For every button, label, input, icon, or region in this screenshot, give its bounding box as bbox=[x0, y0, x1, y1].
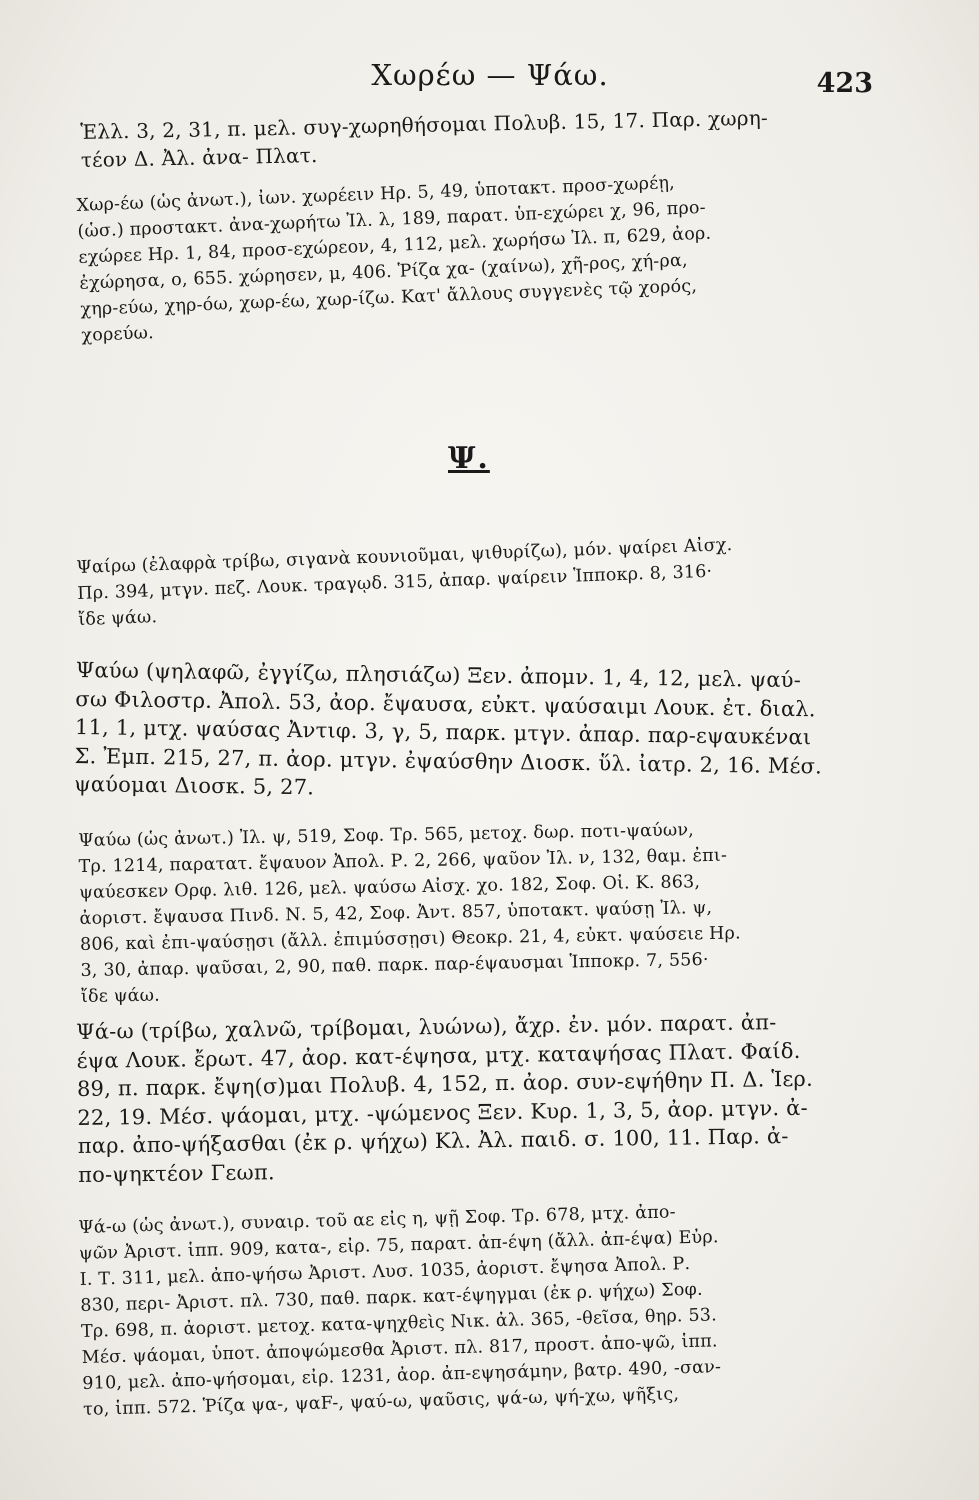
section-letter: Ψ. bbox=[448, 441, 490, 476]
running-head: Χωρέω — Ψάω. bbox=[371, 58, 609, 92]
page-number: 423 bbox=[816, 68, 873, 99]
entry-continuation: Ἑλλ. 3, 2, 31, π. μελ. συγ-χωρηθήσομαι Πολυβ. 15, 17. Παρ. χωρη- τέον Δ. Ἀλ. ἀνα- Πλατ. bbox=[80, 105, 769, 172]
entry-psao: Ψά-ω (τρίβω, χαλνῶ, τρίβομαι, λυώνω), ἄχρ. ἐν. μόν. παρατ. ἀπ- έψα Λουκ. ἔρωτ. 47, ἀορ. κατ-έψησα, μτχ. καταψήσας Πλατ. Φαίδ. 89, π. παρκ. ἔψη(σ)μαι Πολυβ. 4, 152, π. ἀορ. συν-εψήθην Π. Δ. Ἱερ. 22, 19. Μέσ. ψάομαι, μτχ. -ψώμενος Ξεν. Κυρ. 1, 3, 5, ἀορ. μτγν. ἀ- παρ. ἀπο-ψήξασθαι (ἐκ ρ. ψήχω) Κλ. Ἀλ. παιδ. σ. 100, 11. Παρ. ἀ- πο-ψηκτέον Γεωπ. bbox=[76, 1010, 814, 1187]
entry-psauo-supplement: Ψαύω (ὡς ἀνωτ.) Ἰλ. ψ, 519, Σοφ. Τρ. 565, μετοχ. δωρ. ποτι-ψαύων, Τρ. 1214, παρατατ. ἔψαυον Ἀπολ. Ρ. 2, 266, ψαῦον Ἰλ. ν, 132, θαμ. ἐπι- ψαύεσκεν Ορφ. λιθ. 126, μελ. ψαύσω Αἰσχ. χο. 182, Σοφ. Οἰ. Κ. 863, ἀοριστ. ἔψαυσα Πινδ. Ν. 5, 42, Σοφ. Ἀντ. 857, ὑποτακτ. ψαύσῃ Ἰλ. ψ, 806, καὶ ἐπι-ψαύσῃσι (ἄλλ. ἐπιμύσσῃσι) Θεοκρ. 21, 4, εὐκτ. ψαύσειε Ηρ. 3, 30, ἀπαρ. ψαῦσαι, 2, 90, παθ. παρκ. παρ-έψαυσμαι Ἱπποκρ. 7, 556· ἴδε ψάω. bbox=[78, 820, 741, 1007]
page-header bbox=[0, 58, 979, 98]
entry-psairo: Ψαίρω (ἐλαφρὰ τρίβω, σιγανὰ κουνιοῦμαι, ψιθυρίζω), μόν. ψαίρει Αἰσχ. Πρ. 394, μτγν. πεζ. Λουκ. τραγῳδ. 315, ἀπαρ. ψαίρειν Ἱπποκρ. 8, 316· ἴδε ψάω. bbox=[76, 535, 733, 630]
entry-chorew-supplement: Χωρ-έω (ὡς ἀνωτ.), ἰων. χωρέειν Ηρ. 5, 49, ὑποτακτ. προσ-χωρέῃ, (ὡσ.) προστακτ. ἀνα-χωρήτω Ἰλ. λ, 189, παρατ. ὑπ-εχώρει χ, 96, προ- εχώρεε Ηρ. 1, 84, προσ-εχώρεον, 4, 112, μελ. χωρήσω Ἰλ. π, 629, ἀορ. ἐχώρησα, ο, 655. χώρησεν, μ, 406. Ῥίζα χα- (χαίνω), χῆ-ρος, χή-ρα, χηρ-εύω, χηρ-όω, χωρ-έω, χωρ-ίζω. Κατ' ἄλλους συγγενὲς τῷ χορός, χορεύω. bbox=[76, 173, 712, 346]
entry-psao-supplement: Ψά-ω (ὡς ἀνωτ.), συναιρ. τοῦ αε εἰς η, ψῇ Σοφ. Τρ. 678, μτχ. ἀπο- ψῶν Ἀριστ. ἱππ. 909, κατα-, εἰρ. 75, παρατ. ἀπ-έψη (ἄλλ. ἀπ-έψα) Εὐρ. Ι. Τ. 311, μελ. ἀπο-ψήσω Ἀριστ. Λυσ. 1035, ἀοριστ. ἔψησα Ἀπολ. Ρ. 830, περι- Ἀριστ. πλ. 730, παθ. παρκ. κατ-έψηγμαι (ἐκ ρ. ψήχω) Σοφ. Τρ. 698, π. ἀοριστ. μετοχ. κατα-ψηχθεὶς Νικ. ἀλ. 365, -θεῖσα, θηρ. 53. Μέσ. ψάομαι, ὑποτ. ἀποψώμεσθα Ἀριστ. πλ. 817, προστ. ἀπο-ψῶ, ἱππ. 910, μελ. ἀπο-ψήσομαι, εἰρ. 1231, ἀορ. ἀπ-εψησάμην, βατρ. 490, -σαν- το, ἱππ. 572. Ῥίζα ψα-, ψαF-, ψαύ-ω, ψαῦσις, ψά-ω, ψή-χω, ψῆξις, bbox=[78, 1202, 722, 1420]
entry-psauo: Ψαύω (ψηλαφῶ, ἐγγίζω, πλησιάζω) Ξεν. ἀπομν. 1, 4, 12, μελ. ψαύ- σω Φιλοστρ. Ἀπολ. 53, ἀορ. ἔψαυσα, εὐκτ. ψαύσαιμι Λουκ. ἐτ. διαλ. 11, 1, μτχ. ψαύσας Ἀντιφ. 3, γ, 5, παρκ. μτγν. ἀπαρ. παρ-εψαυκέναι Σ. Ἐμπ. 215, 27, π. ἀορ. μτγν. ἐψαύσθην Διοσκ. ὕλ. ἰατρ. 2, 16. Μέσ. ψαύομαι Διοσκ. 5, 27. bbox=[74, 657, 823, 800]
